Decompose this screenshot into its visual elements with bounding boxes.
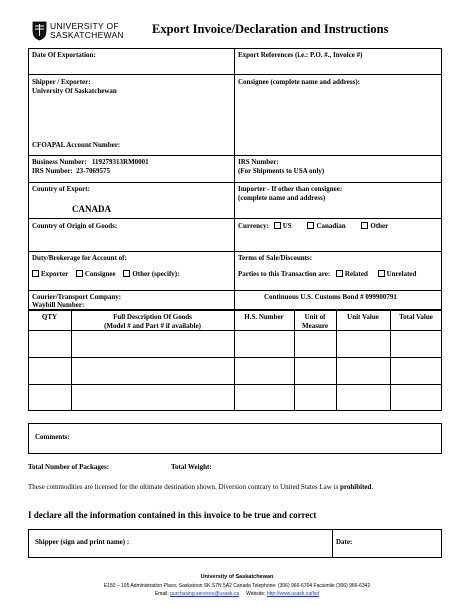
date-of-exportation-field[interactable]: [29, 60, 233, 73]
currency-other-checkbox[interactable]: [361, 222, 368, 229]
export-references-field[interactable]: [235, 60, 441, 73]
declaration-text: I declare all the information contained in this invoice to be true and correct: [28, 510, 317, 520]
footer-website-label: Website:: [246, 591, 266, 597]
col-desc-line-2: (Model # and Part # if available): [104, 322, 201, 330]
duty-exporter-checkbox[interactable]: [32, 270, 39, 277]
courier-label: Courier/Transport Company:: [32, 293, 122, 301]
footer-org: University of Saskatchewan: [200, 574, 274, 580]
currency-label: Currency:: [238, 222, 269, 230]
comments-label: Comments:: [35, 433, 70, 441]
footer-contact: [0, 591, 474, 598]
license-prohibited: prohibited: [340, 483, 372, 491]
date-label: Date:: [336, 538, 353, 546]
country-of-export-value: CANADA: [72, 204, 111, 214]
duty-label: Duty/Brokerage for Account of:: [32, 254, 127, 262]
license-text: These commodities are licensed for the ultimate destination shown. Diversion contrary to United States Law is: [28, 483, 341, 491]
col-unit-line-2: Measure: [302, 322, 328, 330]
license-statement: [28, 483, 373, 492]
country-of-export-label: Country of Export:: [32, 185, 90, 193]
logo-line-2: SASKATCHEWAN: [50, 30, 124, 40]
table-row[interactable]: [29, 331, 441, 356]
waybill-label: Waybill Number:: [32, 301, 85, 309]
col-qty-header: QTY: [41, 313, 58, 321]
date-of-exportation-label: Date Of Exportation:: [32, 51, 96, 59]
parties-related-label: Related: [344, 270, 368, 278]
university-crest-icon: [32, 21, 47, 41]
terms-label: Terms of Sale/Discounts:: [238, 254, 313, 262]
comments-box[interactable]: [28, 423, 442, 454]
col-total-header: Total Value: [399, 313, 433, 321]
consignee-label: Consignee (complete name and address):: [238, 78, 360, 86]
footer-email-label: Email:: [154, 591, 169, 597]
duty-exporter-label: Exporter: [41, 270, 69, 278]
importer-label: Importer - If other than consignee:: [238, 185, 343, 193]
col-desc-header: [71, 313, 234, 331]
irs-number-right-label: IRS Number:: [238, 158, 279, 166]
irs-number-left: IRS Number: 23-7069575: [32, 167, 110, 175]
irs-number-right-note: (For Shipments to USA only): [238, 167, 325, 175]
duty-options: [32, 270, 179, 279]
license-end: .: [371, 483, 374, 491]
duty-other-checkbox[interactable]: [123, 270, 130, 277]
date-field[interactable]: [358, 530, 441, 557]
shipper-label: Shipper / Exporter:: [32, 78, 91, 86]
parties-related-checkbox[interactable]: [336, 270, 343, 277]
footer-address: E150 – 105 Administration Place, Saskatoon SK S7N 5A2 Canada Telephone: (306) 966-6704 Facsimile (306) 966-6342: [103, 583, 371, 589]
importer-note: (complete name and address): [238, 194, 326, 202]
export-references-label: Export References (i.e.: P.O. #., Invoice #): [238, 51, 363, 59]
consignee-field[interactable]: [235, 88, 441, 154]
parties-unrelated-checkbox[interactable]: [378, 270, 385, 277]
col-unit-header: [294, 313, 336, 331]
total-packages-label: Total Number of Packages:: [28, 463, 110, 471]
logo-line-1: UNIVERSITY OF: [50, 21, 119, 31]
duty-consignee-checkbox[interactable]: [76, 270, 83, 277]
country-of-origin-label: Country of Origin of Goods:: [32, 222, 118, 230]
business-number: Business Number: 119279313RM0001: [32, 158, 149, 166]
customs-bond: Continuous U.S. Customs Bond # 099900791: [264, 293, 397, 301]
total-weight-label: Total Weight:: [171, 463, 212, 471]
table-row[interactable]: [29, 385, 441, 410]
currency-us-checkbox[interactable]: [274, 222, 281, 229]
col-desc-line-1: Full Description Of Goods: [113, 313, 192, 321]
shipper-value: University Of Saskatchewan: [32, 87, 117, 95]
currency-other-label: Other: [370, 222, 389, 230]
currency-us-label: US: [282, 222, 292, 230]
cfoapal-label: CFOAPAL Account Number:: [32, 141, 121, 149]
duty-consignee-label: Consignee: [84, 270, 116, 278]
page-title: Export Invoice/Declaration and Instructions: [152, 22, 389, 36]
footer-website-link[interactable]: http://www.usask.ca/fsd: [266, 591, 320, 597]
duty-other-label: Other (specify):: [132, 270, 180, 278]
currency-canadian-label: Canadian: [316, 222, 346, 230]
shipper-signature-field[interactable]: [150, 530, 331, 557]
footer-email-link[interactable]: purchasing.services@usask.ca: [170, 591, 240, 597]
currency-canadian-checkbox[interactable]: [307, 222, 314, 229]
col-unit-line-1: Unit of: [304, 313, 326, 321]
parties-label: Parties to this Transaction are:: [238, 270, 331, 278]
parties-row: [238, 270, 416, 279]
col-hs-header: H.S. Number: [244, 313, 284, 321]
parties-unrelated-label: Unrelated: [386, 270, 417, 278]
currency-row: [238, 222, 388, 231]
col-unit-value-header: Unit Value: [347, 313, 379, 321]
shipper-signature-label: Shipper (sign and print name) :: [35, 538, 130, 546]
table-row[interactable]: [29, 358, 441, 383]
